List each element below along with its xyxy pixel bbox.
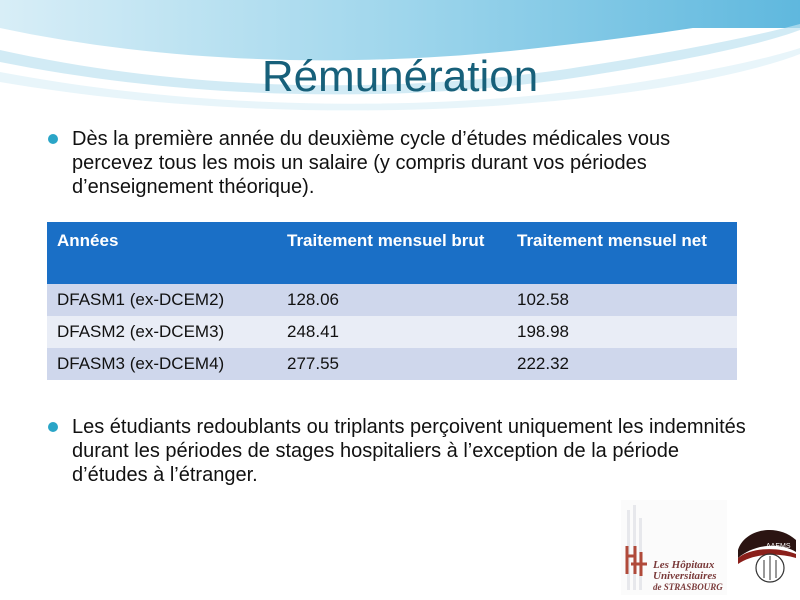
hus-logo-line2: Universitaires: [653, 570, 717, 582]
bullet-item-salary: [48, 127, 748, 199]
slide-title: Rémunération: [261, 52, 539, 101]
hus-cross-icon: [623, 542, 651, 578]
table-row: [47, 316, 737, 348]
cell-net: 222.32: [507, 348, 737, 380]
hus-logo: [621, 500, 727, 595]
salary-table: [47, 222, 737, 380]
hus-logo-line1: Les Hôpitaux: [653, 559, 715, 571]
cell-brut: 128.06: [277, 284, 507, 316]
cell-net: 102.58: [507, 284, 737, 316]
bullet-dot-icon: [48, 134, 58, 144]
header-net: Traitement mensuel net: [507, 222, 737, 284]
table-row: [47, 284, 737, 316]
cell-annee: DFASM3 (ex-DCEM4): [47, 348, 277, 380]
bullet-text: Les étudiants redoublants ou triplants perçoivent uniquement les indemnités durant les périodes de stages hospitaliers à l’exception de la période d’études à l’étranger.: [72, 416, 746, 486]
bullet-text: Dès la première année du deuxième cycle d’études médicales vous percevez tous les mois un salaire (y compris durant vos périodes d’enseignement théorique).: [72, 128, 671, 198]
cell-annee: DFASM2 (ex-DCEM3): [47, 316, 277, 348]
table-row: [47, 348, 737, 380]
bullet-item-redoublants: [48, 415, 748, 487]
cell-brut: 248.41: [277, 316, 507, 348]
aaems-logo-text: AAEMS: [766, 543, 791, 550]
header-brut: Traitement mensuel brut: [277, 222, 507, 284]
hus-logo-line3: de STRASBOURG: [653, 582, 723, 592]
cell-annee: DFASM1 (ex-DCEM2): [47, 284, 277, 316]
cell-net: 198.98: [507, 316, 737, 348]
header-annees: Années: [47, 222, 277, 284]
aaems-logo: [736, 522, 798, 588]
bullet-dot-icon: [48, 422, 58, 432]
cell-brut: 277.55: [277, 348, 507, 380]
table-header-row: [47, 222, 737, 284]
